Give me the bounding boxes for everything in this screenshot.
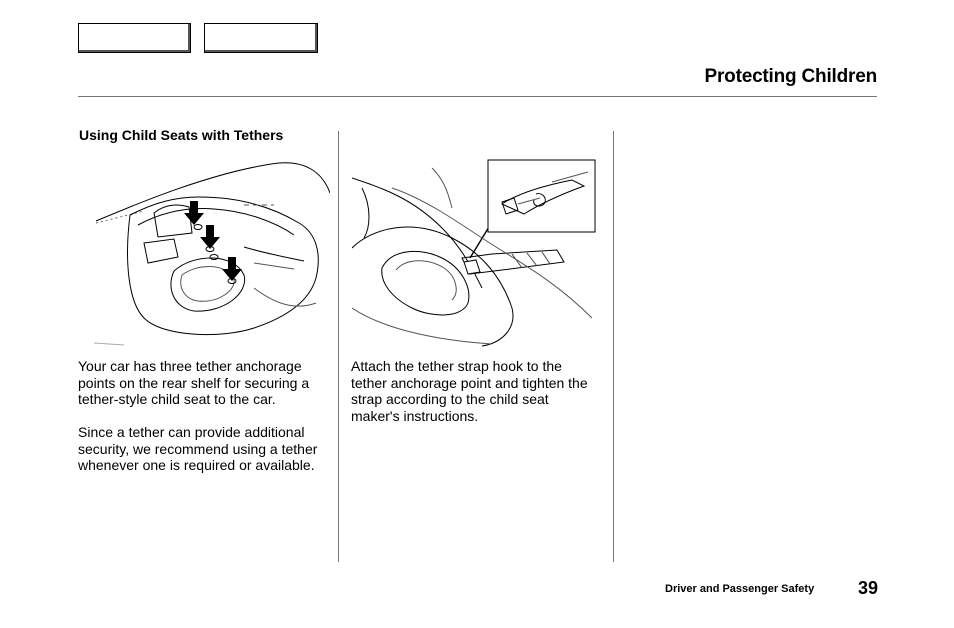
tether-hook-attachment-illustration — [352, 158, 598, 348]
paragraph-anchor-points: Your car has three tether anchorage points on the rear shelf for securing a tether-style child seat to the car. — [78, 358, 310, 408]
detail-inset-box — [488, 160, 595, 232]
previous-page-button[interactable] — [78, 23, 191, 53]
section-heading: Using Child Seats with Tethers — [79, 127, 284, 143]
rear-shelf-anchor-illustration — [94, 153, 330, 348]
paragraph-tether-recommendation: Since a tether can provide additional security, we recommend using a tether whenever one is required or available. — [78, 424, 318, 474]
column-divider-right — [613, 131, 614, 562]
paragraph-attach-instructions: Attach the tether strap hook to the tether anchorage point and tighten the strap according to the child seat maker's instructions. — [351, 358, 588, 424]
down-arrow-icon — [184, 201, 204, 225]
down-arrow-icon — [222, 257, 242, 281]
page-title: Protecting Children — [704, 66, 877, 87]
next-page-button[interactable] — [204, 23, 318, 53]
column-divider-left — [338, 131, 339, 562]
footer-section-label: Driver and Passenger Safety — [665, 583, 815, 595]
page-number: 39 — [858, 578, 879, 598]
header-divider — [78, 96, 877, 97]
down-arrow-icon — [200, 225, 220, 249]
